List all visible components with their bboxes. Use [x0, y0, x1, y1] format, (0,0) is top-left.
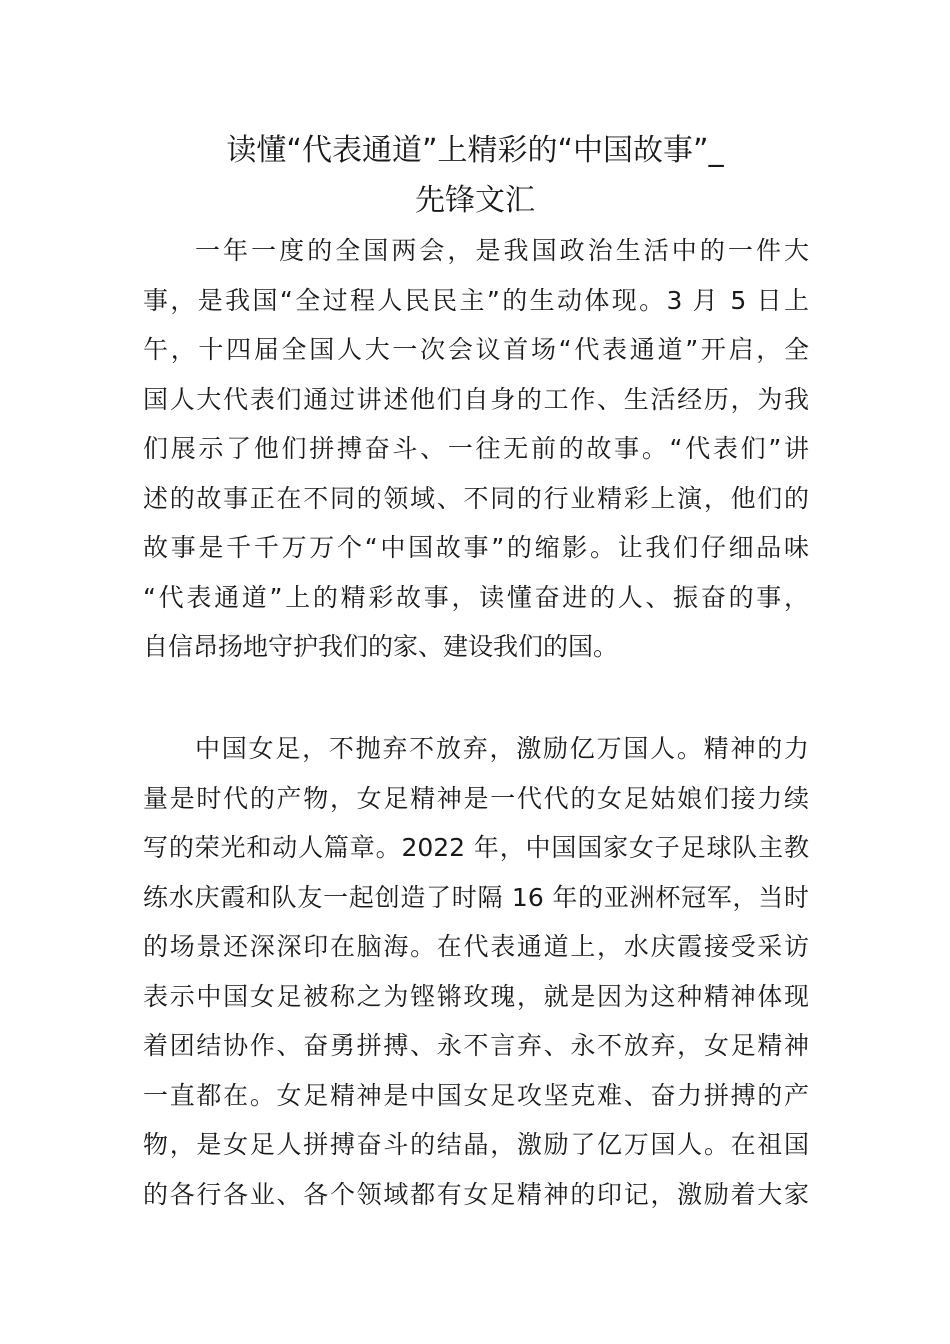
paragraph-line: 自信昂扬地守护我们的家、建设我们的国。 — [143, 632, 619, 661]
title-line-1: 读懂“代表通道”上精彩的“中国故事”_ — [226, 133, 724, 168]
paragraph-line: 练水庆霞和队友一起创造了时隔 16 年的亚洲杯冠军，当时 — [143, 882, 809, 912]
paragraph-2 — [143, 724, 809, 1219]
paragraph-line: 国人大代表们通过讲述他们自身的工作、生活经历，为我 — [143, 384, 809, 414]
paragraph-line: 们展示了他们拼搏奋斗、一往无前的故事。“代表们”讲 — [143, 434, 809, 463]
paragraph-line: 写的荣光和动人篇章。2022 年，中国国家女子足球队主教 — [143, 833, 809, 862]
paragraph-line: 的各行各业、各个领域都有女足精神的印记，激励着大家 — [143, 1179, 809, 1209]
paragraph-line: “代表通道”上的精彩故事，读懂奋进的人、振奋的事， — [143, 582, 809, 612]
paragraph-1 — [143, 226, 809, 672]
paragraph-line: 述的故事正在不同的领域、不同的行业精彩上演，他们的 — [143, 483, 809, 513]
paragraph-line: 午，十四届全国人大一次会议首场“代表通道”开启，全 — [143, 335, 809, 364]
document-title — [140, 131, 810, 221]
paragraph-line: 表示中国女足被称之为铿锵玫瑰，就是因为这种精神体现 — [143, 981, 809, 1011]
title-line-2: 先锋文汇 — [415, 183, 535, 218]
paragraph-line: 中国女足，不抛弃不放弃，激励亿万国人。精神的力 — [195, 734, 809, 763]
paragraph-line: 物，是女足人拼搏奋斗的结晶，激励了亿万国人。在祖国 — [143, 1130, 809, 1159]
paragraph-line: 的场景还深深印在脑海。在代表通道上，水庆霞接受采访 — [143, 932, 809, 961]
paragraph-line: 着团结协作、奋勇拼搏、永不言弃、永不放弃，女足精神 — [143, 1031, 809, 1060]
paragraph-line: 一直都在。女足精神是中国女足攻坚克难、奋力拼搏的产 — [143, 1080, 809, 1110]
paragraph-line: 事，是我国“全过程人民民主”的生动体现。3 月 5 日上 — [143, 285, 809, 315]
paragraph-line: 一年一度的全国两会，是我国政治生活中的一件大 — [195, 236, 809, 265]
paragraph-line: 量是时代的产物，女足精神是一代代的女足姑娘们接力续 — [143, 783, 809, 813]
paragraph-line: 故事是千千万万个“中国故事”的缩影。让我们仔细品味 — [143, 533, 809, 562]
